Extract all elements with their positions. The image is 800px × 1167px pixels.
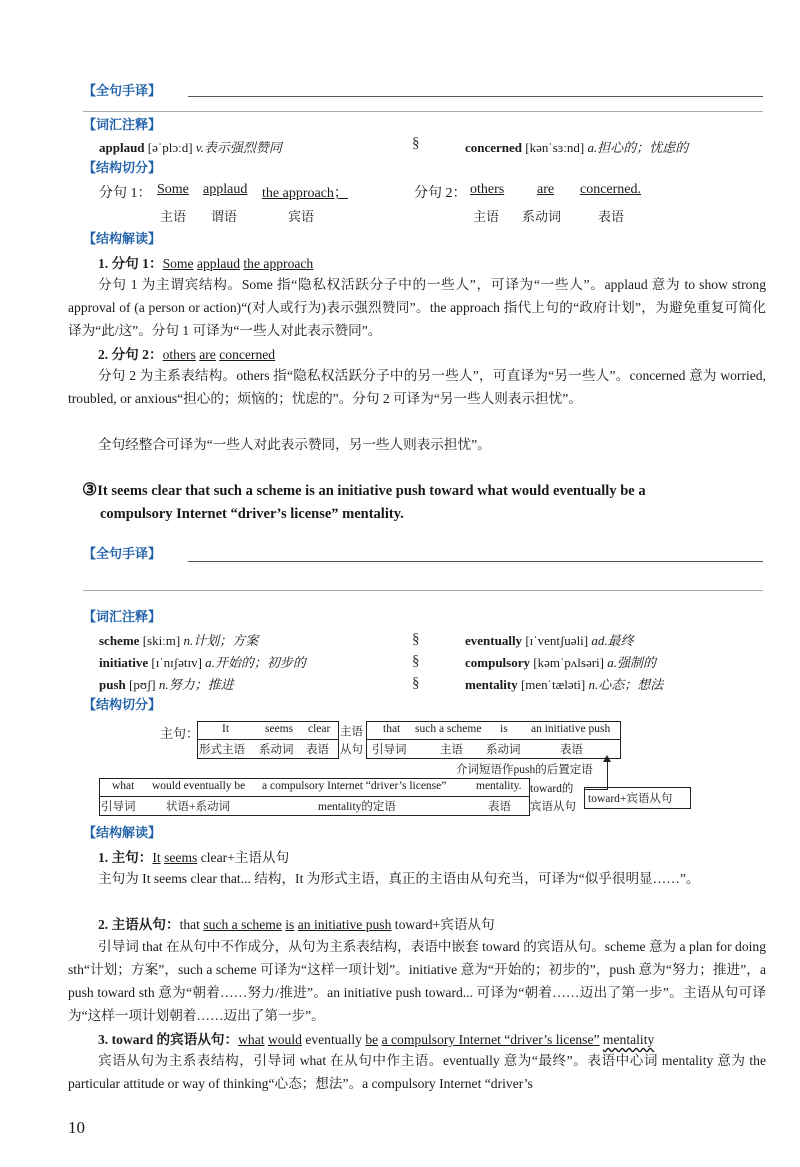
clause1-label: 分句 1：	[99, 186, 152, 201]
clause2-label: 分句 2：	[414, 186, 467, 201]
clause2-role-linking: 系动词	[522, 209, 562, 224]
vocab-entry-scheme	[99, 630, 258, 649]
vocab-pron: [pʊʃ]	[129, 677, 156, 692]
exp-heading-text: 2. 主语从句：	[98, 917, 180, 932]
clause1-role-predicate: 谓语	[211, 209, 238, 224]
translation-line-1	[188, 96, 763, 97]
toward-label-bottom: 宾语从句	[530, 801, 576, 813]
exp-word: clear+主语从句	[200, 850, 290, 865]
clause2-word-are: are	[537, 182, 555, 197]
main-clause-box	[197, 721, 339, 759]
vocab-entry-initiative	[99, 652, 306, 671]
structure-explain-label-2: 【结构解读】	[83, 826, 162, 841]
exp-word: a compulsory Internet “driver’s license”	[381, 1032, 600, 1047]
block2-exp1-heading	[98, 252, 313, 272]
object-clause-box	[99, 778, 530, 816]
vocab-entry-concerned	[465, 137, 688, 156]
vocab-word: concerned	[465, 140, 523, 155]
divider	[366, 739, 620, 740]
main-seems: seems	[265, 723, 294, 735]
obj-role-attribute: mentality的定语	[318, 801, 396, 813]
toward-label-top: toward的	[530, 783, 574, 795]
vocab-def: n.计划；方案	[183, 633, 259, 648]
exp-word: such a scheme	[203, 917, 282, 932]
clause2-word-others: others	[470, 182, 505, 197]
vocab-word: mentality	[465, 677, 518, 692]
exp-word: be	[365, 1032, 379, 1047]
vocab-pron: [kəmˈpʌlsəri]	[533, 655, 605, 670]
obj-role-predicative: 表语	[488, 801, 511, 813]
clause1-word-some: Some	[157, 182, 189, 197]
main-role-linking: 系动词	[259, 744, 294, 756]
structure-explain-label: 【结构解读】	[83, 232, 162, 247]
exp-heading-text: 3. toward 的宾语从句：	[98, 1032, 239, 1047]
vocab-entry-compulsory	[465, 652, 656, 671]
subj-that: that	[383, 723, 401, 735]
block3-exp1-heading	[98, 846, 289, 866]
subj-such-a-scheme: such a scheme	[415, 723, 482, 735]
connector-line	[585, 789, 608, 790]
block3-exp1-text: 主句为 It seems clear that... 结构，It 为形式主语，真正的主语由从句充当，可译为“似乎很明显……”。	[98, 871, 700, 886]
exp-word: the approach	[243, 256, 314, 271]
obj-what: what	[112, 780, 135, 792]
diagram-main-label: 主句：	[160, 726, 200, 741]
exp-word: seems	[164, 850, 198, 865]
main-it: It	[222, 723, 230, 735]
structure-split-label-2: 【结构切分】	[83, 698, 162, 713]
block2-exp2-heading	[98, 343, 275, 363]
sentence-text: It seems clear that such a scheme is an initiative push toward what would eventually be a	[97, 483, 646, 499]
vocab-label-2: 【词汇注释】	[83, 610, 162, 625]
main-role-predicative: 表语	[306, 744, 329, 756]
vocab-pron: [menˈtæləti]	[520, 677, 586, 692]
translation-line-3	[188, 561, 763, 562]
clause1-word-approach: the approach；	[262, 186, 348, 201]
obj-compulsory: a compulsory Internet “driver’s license”	[262, 780, 447, 792]
vocab-def: v.表示强烈赞同	[195, 140, 282, 155]
vocab-word: push	[99, 677, 126, 692]
clause1-role-object: 宾语	[288, 209, 315, 224]
exp-word: It	[152, 850, 161, 865]
translation-label-2: 【全句手译】	[83, 547, 162, 562]
translation-label: 【全句手译】	[83, 84, 162, 99]
vocab-entry-mentality	[465, 674, 663, 693]
subj-is: is	[500, 723, 508, 735]
clause1-word-applaud: applaud	[203, 182, 248, 197]
obj-mentality: mentality.	[476, 780, 522, 792]
exp-word: concerned	[219, 347, 276, 362]
divider-curl: §	[412, 135, 420, 151]
subj-role-predicative: 表语	[560, 744, 583, 756]
exp-word: are	[199, 347, 216, 362]
block3-exp2-heading	[98, 913, 495, 933]
clause2-role-predicative: 表语	[598, 209, 625, 224]
vocab-def: ad.最终	[591, 633, 634, 648]
vocab-def: n.努力；推进	[158, 677, 234, 692]
vocab-def: n.心态；想法	[588, 677, 664, 692]
vocab-pron: [kənˈsɜːnd]	[525, 140, 585, 155]
arrow-up-icon	[603, 755, 611, 762]
exp-word: an initiative push	[297, 917, 392, 932]
vocab-pron: [ɪˈventʃuəli]	[525, 633, 589, 648]
exp-word: that	[179, 917, 204, 932]
vocab-word: eventually	[465, 633, 523, 648]
clause1-role-subject: 主语	[160, 209, 187, 224]
exp-word: what	[238, 1032, 265, 1047]
exp-heading-text: 2. 分句 2：	[98, 347, 163, 362]
vocab-word: scheme	[99, 633, 140, 648]
clause2-role-subject: 主语	[473, 209, 500, 224]
subj-role-linking: 系动词	[486, 744, 521, 756]
vocab-word: compulsory	[465, 655, 530, 670]
exp-word: eventually	[301, 1032, 366, 1047]
subj-role-subject: 主语	[440, 744, 463, 756]
exp-word: applaud	[196, 256, 240, 271]
vocab-pron: [skiːm]	[142, 633, 181, 648]
translation-line-4	[83, 590, 763, 591]
subject-clause-label-bottom: 从句	[340, 744, 363, 756]
obj-role-introducer: 引导词	[101, 801, 136, 813]
subj-role-introducer: 引导词	[372, 744, 407, 756]
subject-clause-label-top: 主语	[340, 726, 363, 738]
subj-initiative-push: an initiative push	[531, 723, 611, 735]
obj-role-adverbial: 状语+系动词	[166, 801, 230, 813]
sentence3-line1	[82, 480, 646, 500]
vocab-label: 【词汇注释】	[83, 118, 162, 133]
block3-exp3-heading	[98, 1028, 654, 1048]
vocab-pron: [ɪˈnɪʃətɪv]	[151, 655, 202, 670]
toward-box	[584, 787, 691, 809]
block2-summary: 全句经整合可译为“一些人对此表示赞同，另一些人则表示担忧”。	[98, 437, 491, 452]
structure-split-label: 【结构切分】	[83, 161, 162, 176]
exp-heading-text: 1. 分句 1：	[98, 256, 163, 271]
vocab-entry-applaud	[99, 137, 282, 156]
exp-word: would	[267, 1032, 302, 1047]
block2-exp2-text: 分句 2 为主系表结构。others 指“隐私权活跃分子中的另一些人”，可直译为“另一些人”。concerned 意为 worried, troubled, or anxious“担心的；烦恼的；忧虑的”。分句 2 可译为“另一些人则表示担忧”。	[68, 368, 766, 406]
block3-exp2-text: 引导词 that 在从句中不作成分，从句为主系表结构，表语中嵌套 toward 的宾语从句。scheme 意为 a plan for doing sth“计划；方案”，such a scheme 可译为“这样一项计划”。initiative 意为“开始的；初步的”，push 意为“努力；推进”，a push toward sth 意为“朝着……努力/推进”。an initiative push toward... 可译为“朝着……迈出了第一步”。主语从句可译为“这样一项计划朝着……迈出了第一步”。	[68, 939, 766, 1023]
page-number: 10	[68, 1118, 85, 1137]
sentence3-line2: compulsory Internet “driver’s license” mentality.	[100, 506, 404, 522]
main-role-formal-subject: 形式主语	[199, 744, 245, 756]
exp-heading-text: 1. 主句：	[98, 850, 153, 865]
block3-exp3-text: 宾语从句为主系表结构，引导词 what 在从句中作主语。eventually 意为“最终”。表语中心词 mentality 意为 the particular attitude or way of thinking“心态；想法”。a compulsory Internet “driver’s	[68, 1053, 766, 1091]
vocab-word: applaud	[99, 140, 145, 155]
subject-clause-box	[366, 721, 621, 759]
main-clear: clear	[308, 723, 331, 735]
exp-word: toward+宾语从句	[391, 917, 495, 932]
clause2-word-concerned: concerned.	[580, 182, 642, 197]
exp-word: is	[285, 917, 295, 932]
translation-line-2	[83, 111, 763, 112]
block2-exp1-text: 分句 1 为主谓宾结构。Some 指“隐私权活跃分子中的一些人”，可译为“一些人”。applaud 意为 to show strong approval of (a person or action)“(对人或行为)表示强烈赞同”。the approach 指代上句的“政府计划”，为避免重复可简化译为“此/这”。分句 1 可译为“一些人对此表示赞同”。	[68, 277, 766, 338]
vocab-def: a.强制的	[607, 655, 657, 670]
vocab-pron: [əˈplɔːd]	[147, 140, 193, 155]
vocab-word: initiative	[99, 655, 149, 670]
divider	[99, 796, 529, 797]
vocab-def: a.担心的；忧虑的	[587, 140, 689, 155]
toward-box-text: toward+宾语从句	[588, 793, 673, 805]
vocab-entry-eventually	[465, 630, 634, 649]
obj-would-be: would eventually be	[152, 780, 246, 792]
exp-word: others	[162, 347, 196, 362]
exp-word: Some	[162, 256, 194, 271]
divider-curl: § § §	[412, 631, 420, 691]
vocab-entry-push	[99, 674, 234, 693]
exp-word: mentality	[602, 1032, 655, 1047]
sentence-number: ③	[82, 480, 98, 499]
postmod-arrow-line	[607, 757, 608, 789]
vocab-def: a.开始的；初步的	[205, 655, 306, 670]
divider	[197, 739, 338, 740]
postmod-note: 介词短语作push的后置定语	[456, 764, 593, 776]
